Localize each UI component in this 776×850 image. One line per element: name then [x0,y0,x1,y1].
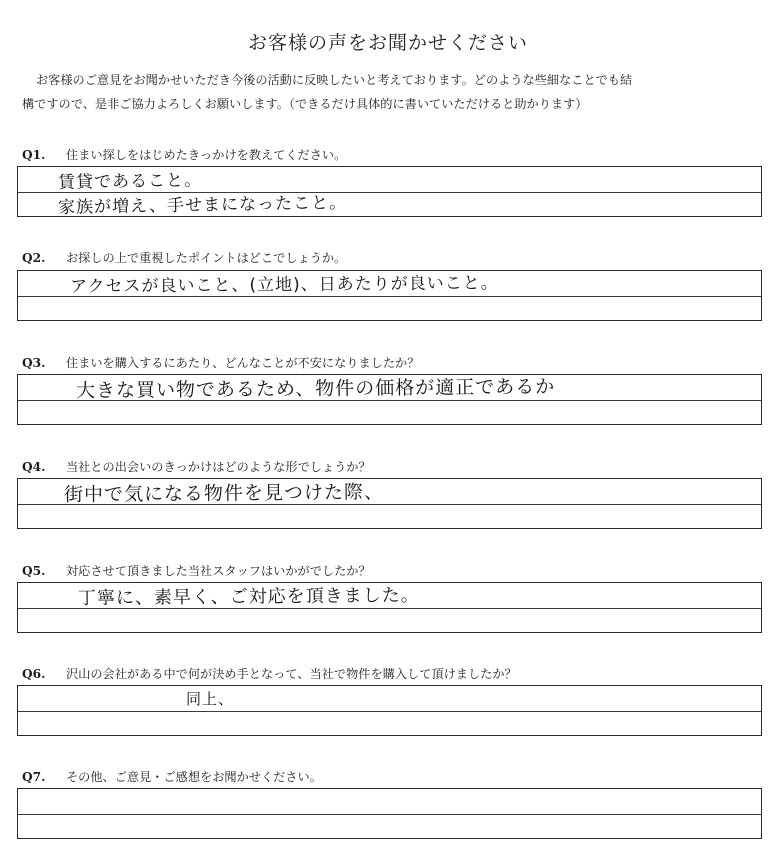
question-text: 当社との出会いのきっかけはどのような形でしょうか？ [66,460,371,474]
question-text: お探しの上で重視したポイントはどこでしょうか。 [66,251,347,265]
question-5-label [22,562,371,579]
intro-text [22,68,762,116]
handwritten-answer: アクセスが良いこと、(立地)、日あたりが良いこと。 [69,273,499,297]
handwritten-answer: 同上、 [186,690,235,708]
question-text: 住まいを購入するにあたり、どんなことが不安になりましたか？ [66,356,420,370]
question-4-label [22,458,371,475]
question-number: Q3. [22,356,46,370]
question-number: Q1. [22,148,46,162]
handwritten-answer: 賃貸であること。 [57,170,203,193]
answer-box-2 [17,270,762,321]
question-text: 住まい探しをはじめたきっかけを教えてください。 [66,148,347,162]
intro-line: 構ですので、是非ご協力よろしくお願いします。（できるだけ具体的に書いていただけると助かります） [22,97,588,111]
question-number: Q2. [22,251,46,265]
intro-line: お客様のご意見をお聞かせいただき今後の活動に反映したいと考えております。どのような些細なことでも結 [36,73,633,87]
question-6-label [22,665,517,682]
handwritten-answer: 街中で気になる物件を見つけた際、 [63,481,385,506]
answer-box-5 [17,582,762,633]
question-number: Q6. [22,667,46,681]
question-number: Q7. [22,770,46,784]
ruled-line [18,711,761,712]
question-1-label [22,146,346,163]
answer-box-3 [17,374,762,425]
question-number: Q5. [22,564,46,578]
answer-box-7 [17,788,762,839]
handwritten-answer: 家族が増え、手せまになったこと。 [57,192,348,218]
question-2-label [22,249,346,266]
question-7-label [22,768,322,785]
question-3-label [22,354,419,371]
question-text: 沢山の会社がある中で何が決め手となって、当社で物件を購入して頂けましたか？ [66,667,517,681]
answer-box-6 [17,685,762,736]
answer-box-4 [17,478,762,529]
form-title: お客様の声をお聞かせください [247,32,528,54]
question-number: Q4. [22,460,46,474]
handwritten-answer: 大きな買い物であるため、物件の価格が適正であるか [75,375,556,402]
ruled-line [18,814,761,815]
question-text: 対応させて頂きました当社スタッフはいかがでしたか？ [66,564,371,578]
question-text: その他、ご意見・ご感想をお聞かせください。 [66,770,322,784]
handwritten-answer: 丁寧に、素早く、ご対応を頂きました。 [77,585,420,609]
answer-box-1 [17,166,762,217]
